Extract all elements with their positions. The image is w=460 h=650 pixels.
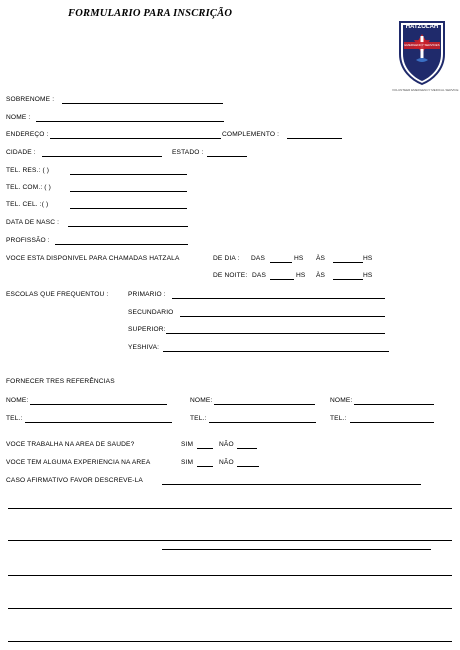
endereco-field[interactable] bbox=[50, 138, 221, 139]
night-hs-label: HS bbox=[296, 272, 306, 279]
night-label: DE NOITE: bbox=[213, 272, 248, 279]
superior-label: SUPERIOR: bbox=[128, 326, 166, 333]
superior-field[interactable] bbox=[166, 333, 385, 334]
description-line-3[interactable] bbox=[162, 549, 431, 550]
logo-band-text: EMERGENCY SERVICES bbox=[404, 43, 440, 47]
logo-caption: VOLUNTEER EMERGENCY MEDICAL SERVICE bbox=[392, 88, 459, 92]
night-das-label: DAS bbox=[252, 272, 267, 279]
tel-com-field[interactable] bbox=[70, 191, 187, 192]
yeshiva-field[interactable] bbox=[163, 351, 389, 352]
secundario-label: SECUNDARIO bbox=[128, 309, 174, 316]
describe-label: CASO AFIRMATIVO FAVOR DESCREVE-LA bbox=[6, 477, 143, 484]
primario-label: PRIMARIO : bbox=[128, 291, 166, 298]
description-line-4[interactable] bbox=[8, 575, 452, 576]
ref1-nome-label: NOME: bbox=[6, 397, 29, 404]
sobrenome-label: SOBRENOME : bbox=[6, 96, 55, 103]
q2-sim-field[interactable] bbox=[197, 466, 213, 467]
nome-field[interactable] bbox=[36, 121, 224, 122]
tel-cel-field[interactable] bbox=[70, 208, 187, 209]
estado-label: ESTADO : bbox=[172, 149, 204, 156]
ref3-nome-field[interactable] bbox=[354, 404, 434, 405]
estado-field[interactable] bbox=[207, 156, 247, 157]
sobrenome-field[interactable] bbox=[62, 103, 223, 104]
q1-sim-label: SIM bbox=[181, 441, 194, 448]
data-nasc-field[interactable] bbox=[68, 226, 188, 227]
form-title: FORMULARIO PARA INSCRIÇÃO bbox=[68, 8, 233, 19]
cidade-label: CIDADE : bbox=[6, 149, 36, 156]
schools-question: ESCOLAS QUE FREQUENTOU : bbox=[6, 291, 109, 298]
day-hs2-label: HS bbox=[363, 255, 373, 262]
q2-sim-label: SIM bbox=[181, 459, 194, 466]
ref2-tel-label: TEL.: bbox=[190, 415, 207, 422]
night-as-label: ÀS bbox=[316, 272, 326, 279]
day-as-label: ÀS bbox=[316, 255, 326, 262]
day-das-label: DAS bbox=[251, 255, 266, 262]
endereco-label: ENDEREÇO : bbox=[6, 131, 49, 138]
q2-nao-label: NÃO bbox=[219, 459, 234, 466]
availability-question: VOCE ESTA DISPONIVEL PARA CHAMADAS HATZALA bbox=[6, 255, 180, 262]
q1-nao-field[interactable] bbox=[237, 448, 257, 449]
primario-field[interactable] bbox=[172, 298, 385, 299]
night-hs2-label: HS bbox=[363, 272, 373, 279]
ref2-tel-field[interactable] bbox=[209, 422, 316, 423]
day-hs-label: HS bbox=[294, 255, 304, 262]
q2-nao-field[interactable] bbox=[237, 466, 259, 467]
health-q1: VOCE TRABALHA NA AREA DE SAUDE? bbox=[6, 441, 135, 448]
secundario-field[interactable] bbox=[180, 316, 385, 317]
yeshiva-label: YESHIVA: bbox=[128, 344, 160, 351]
logo-top-text: HATZOLAH bbox=[405, 24, 439, 30]
ref3-nome-label: NOME: bbox=[330, 397, 353, 404]
night-from-field[interactable] bbox=[270, 279, 294, 280]
day-to-field[interactable] bbox=[333, 262, 363, 263]
tel-res-field[interactable] bbox=[70, 174, 187, 175]
night-to-field[interactable] bbox=[333, 279, 363, 280]
tel-res-label: TEL. RES.: ( ) bbox=[6, 167, 50, 174]
tel-cel-label: TEL. CEL. :( ) bbox=[6, 201, 49, 208]
data-nasc-label: DATA DE NASC : bbox=[6, 219, 60, 226]
profissao-field[interactable] bbox=[55, 244, 188, 245]
description-line-1[interactable] bbox=[8, 508, 452, 509]
complemento-field[interactable] bbox=[287, 138, 342, 139]
references-heading: FORNECER TRES REFERÊNCIAS bbox=[6, 378, 115, 385]
ref1-tel-field[interactable] bbox=[25, 422, 172, 423]
day-from-field[interactable] bbox=[270, 262, 292, 263]
day-label: DE DIA : bbox=[213, 255, 240, 262]
q1-sim-field[interactable] bbox=[197, 448, 213, 449]
ref1-tel-label: TEL.: bbox=[6, 415, 23, 422]
ref1-nome-field[interactable] bbox=[30, 404, 167, 405]
describe-field[interactable] bbox=[162, 484, 421, 485]
description-line-5[interactable] bbox=[8, 608, 452, 609]
profissao-label: PROFISSÃO : bbox=[6, 237, 50, 244]
description-line-2[interactable] bbox=[8, 540, 452, 541]
ref2-nome-label: NOME: bbox=[190, 397, 213, 404]
ref3-tel-label: TEL.: bbox=[330, 415, 347, 422]
description-line-6[interactable] bbox=[8, 641, 452, 642]
nome-label: NOME : bbox=[6, 114, 31, 121]
cidade-field[interactable] bbox=[42, 156, 162, 157]
q1-nao-label: NÃO bbox=[219, 441, 234, 448]
health-q2: VOCE TEM ALGUMA EXPERIENCIA NA AREA bbox=[6, 459, 151, 466]
tel-com-label: TEL. COM.: ( ) bbox=[6, 184, 51, 191]
ref2-nome-field[interactable] bbox=[214, 404, 315, 405]
ref3-tel-field[interactable] bbox=[350, 422, 434, 423]
complemento-label: COMPLEMENTO : bbox=[222, 131, 280, 138]
